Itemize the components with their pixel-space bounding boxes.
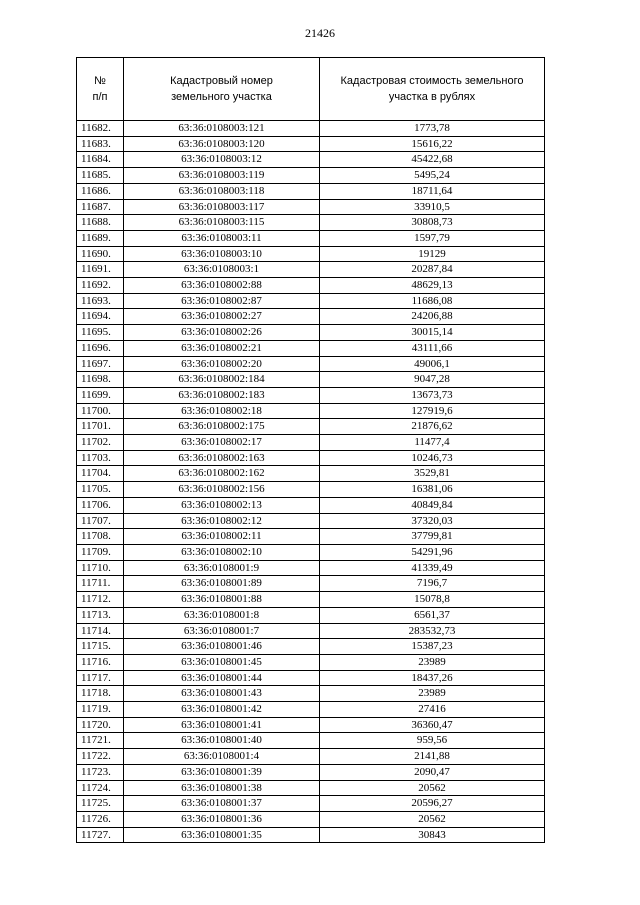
cadastral-value-cell: 1597,79 — [320, 230, 545, 246]
row-number-cell: 11703. — [77, 450, 124, 466]
row-number-cell: 11696. — [77, 340, 124, 356]
cadastral-number-cell: 63:36:0108002:26 — [124, 325, 320, 341]
cadastral-number-cell: 63:36:0108003:12 — [124, 152, 320, 168]
cadastral-number-cell: 63:36:0108001:45 — [124, 654, 320, 670]
table-row — [77, 576, 545, 592]
cadastral-number-cell: 63:36:0108001:37 — [124, 796, 320, 812]
cadastral-value-cell: 18437,26 — [320, 670, 545, 686]
cadastral-number-cell: 63:36:0108002:27 — [124, 309, 320, 325]
row-number-cell: 11722. — [77, 749, 124, 765]
table-row — [77, 309, 545, 325]
table-row — [77, 403, 545, 419]
cadastral-number-cell: 63:36:0108001:42 — [124, 702, 320, 718]
row-number-cell: 11714. — [77, 623, 124, 639]
table-row — [77, 702, 545, 718]
table-row — [77, 764, 545, 780]
table-row — [77, 325, 545, 341]
cadastral-number-cell: 63:36:0108003:10 — [124, 246, 320, 262]
cadastral-number-cell: 63:36:0108001:35 — [124, 827, 320, 843]
header-row — [77, 58, 545, 121]
cadastral-number-cell: 63:36:0108002:163 — [124, 450, 320, 466]
cadastral-number-cell: 63:36:0108001:41 — [124, 717, 320, 733]
table-row — [77, 419, 545, 435]
cadastral-value-cell: 45422,68 — [320, 152, 545, 168]
row-number-cell: 11727. — [77, 827, 124, 843]
table-row — [77, 356, 545, 372]
table-row — [77, 780, 545, 796]
table-row — [77, 717, 545, 733]
row-number-cell: 11697. — [77, 356, 124, 372]
table-row — [77, 340, 545, 356]
cadastral-number-cell: 63:36:0108003:118 — [124, 183, 320, 199]
row-number-cell: 11698. — [77, 372, 124, 388]
cadastral-number-cell: 63:36:0108003:119 — [124, 168, 320, 184]
cadastral-value-cell: 30015,14 — [320, 325, 545, 341]
table-row — [77, 811, 545, 827]
row-number-cell: 11707. — [77, 513, 124, 529]
table-row — [77, 623, 545, 639]
table-row — [77, 372, 545, 388]
table-row — [77, 560, 545, 576]
table-row — [77, 230, 545, 246]
table-row — [77, 733, 545, 749]
cadastral-number-cell: 63:36:0108002:13 — [124, 497, 320, 513]
table-row — [77, 215, 545, 231]
cadastral-number-cell: 63:36:0108003:115 — [124, 215, 320, 231]
cadastral-value-cell: 11477,4 — [320, 435, 545, 451]
cadastral-number-cell: 63:36:0108003:117 — [124, 199, 320, 215]
cadastral-value-cell: 33910,5 — [320, 199, 545, 215]
table-row — [77, 450, 545, 466]
cadastral-value-cell: 13673,73 — [320, 387, 545, 403]
cadastral-value-table — [76, 57, 545, 843]
table-row — [77, 639, 545, 655]
cadastral-number-cell: 63:36:0108001:8 — [124, 607, 320, 623]
cadastral-value-cell: 36360,47 — [320, 717, 545, 733]
row-number-cell: 11709. — [77, 544, 124, 560]
cadastral-value-cell: 11686,08 — [320, 293, 545, 309]
row-number-cell: 11693. — [77, 293, 124, 309]
cadastral-value-cell: 5495,24 — [320, 168, 545, 184]
cadastral-number-cell: 63:36:0108001:88 — [124, 592, 320, 608]
cadastral-value-cell: 2141,88 — [320, 749, 545, 765]
table-row — [77, 607, 545, 623]
table-row — [77, 183, 545, 199]
table-row — [77, 136, 545, 152]
cadastral-value-cell: 20596,27 — [320, 796, 545, 812]
cadastral-value-cell: 283532,73 — [320, 623, 545, 639]
row-number-cell: 11683. — [77, 136, 124, 152]
cadastral-value-cell: 40849,84 — [320, 497, 545, 513]
cadastral-value-cell: 54291,96 — [320, 544, 545, 560]
table-row — [77, 168, 545, 184]
cadastral-number-cell: 63:36:0108001:36 — [124, 811, 320, 827]
cadastral-value-cell: 127919,6 — [320, 403, 545, 419]
cadastral-value-cell: 9047,28 — [320, 372, 545, 388]
cadastral-value-cell: 6561,37 — [320, 607, 545, 623]
table-row — [77, 670, 545, 686]
cadastral-value-cell: 18711,64 — [320, 183, 545, 199]
row-number-cell: 11702. — [77, 435, 124, 451]
cadastral-number-cell: 63:36:0108002:11 — [124, 529, 320, 545]
cadastral-number-cell: 63:36:0108002:88 — [124, 278, 320, 294]
table-row — [77, 435, 545, 451]
table-row — [77, 482, 545, 498]
table-row — [77, 654, 545, 670]
header-row-number: № п/п — [77, 58, 124, 121]
row-number-cell: 11700. — [77, 403, 124, 419]
cadastral-number-cell: 63:36:0108002:183 — [124, 387, 320, 403]
row-number-cell: 11724. — [77, 780, 124, 796]
row-number-cell: 11725. — [77, 796, 124, 812]
row-number-cell: 11692. — [77, 278, 124, 294]
cadastral-number-cell: 63:36:0108002:18 — [124, 403, 320, 419]
table-body — [77, 121, 545, 843]
cadastral-number-cell: 63:36:0108002:156 — [124, 482, 320, 498]
cadastral-value-cell: 20562 — [320, 780, 545, 796]
cadastral-number-cell: 63:36:0108002:12 — [124, 513, 320, 529]
row-number-cell: 11720. — [77, 717, 124, 733]
cadastral-value-cell: 7196,7 — [320, 576, 545, 592]
table-row — [77, 262, 545, 278]
cadastral-number-cell: 63:36:0108002:20 — [124, 356, 320, 372]
cadastral-number-cell: 63:36:0108003:120 — [124, 136, 320, 152]
table-row — [77, 749, 545, 765]
cadastral-number-cell: 63:36:0108001:40 — [124, 733, 320, 749]
row-number-cell: 11699. — [77, 387, 124, 403]
table-row — [77, 796, 545, 812]
header-cadastral-number: Кадастровый номер земельного участка — [124, 58, 320, 121]
row-number-cell: 11711. — [77, 576, 124, 592]
row-number-cell: 11685. — [77, 168, 124, 184]
row-number-cell: 11713. — [77, 607, 124, 623]
cadastral-number-cell: 63:36:0108001:9 — [124, 560, 320, 576]
cadastral-number-cell: 63:36:0108001:43 — [124, 686, 320, 702]
cadastral-value-cell: 959,56 — [320, 733, 545, 749]
row-number-cell: 11716. — [77, 654, 124, 670]
table-row — [77, 293, 545, 309]
row-number-cell: 11694. — [77, 309, 124, 325]
row-number-cell: 11691. — [77, 262, 124, 278]
cadastral-value-cell: 48629,13 — [320, 278, 545, 294]
cadastral-value-cell: 10246,73 — [320, 450, 545, 466]
cadastral-number-cell: 63:36:0108002:17 — [124, 435, 320, 451]
table-row — [77, 246, 545, 262]
row-number-cell: 11688. — [77, 215, 124, 231]
cadastral-number-cell: 63:36:0108002:175 — [124, 419, 320, 435]
cadastral-value-cell: 24206,88 — [320, 309, 545, 325]
row-number-cell: 11726. — [77, 811, 124, 827]
cadastral-value-cell: 27416 — [320, 702, 545, 718]
table-row — [77, 592, 545, 608]
cadastral-value-cell: 41339,49 — [320, 560, 545, 576]
cadastral-value-cell: 21876,62 — [320, 419, 545, 435]
cadastral-number-cell: 63:36:0108001:46 — [124, 639, 320, 655]
header-cadastral-value: Кадастровая стоимость земельного участка в рублях — [320, 58, 545, 121]
row-number-cell: 11718. — [77, 686, 124, 702]
table-row — [77, 199, 545, 215]
table-row — [77, 121, 545, 137]
row-number-cell: 11721. — [77, 733, 124, 749]
cadastral-value-cell: 20562 — [320, 811, 545, 827]
cadastral-number-cell: 63:36:0108002:162 — [124, 466, 320, 482]
cadastral-number-cell: 63:36:0108001:39 — [124, 764, 320, 780]
cadastral-number-cell: 63:36:0108003:1 — [124, 262, 320, 278]
cadastral-number-cell: 63:36:0108001:38 — [124, 780, 320, 796]
table-row — [77, 686, 545, 702]
cadastral-value-cell: 20287,84 — [320, 262, 545, 278]
table-row — [77, 278, 545, 294]
cadastral-number-cell: 63:36:0108001:4 — [124, 749, 320, 765]
row-number-cell: 11708. — [77, 529, 124, 545]
row-number-cell: 11706. — [77, 497, 124, 513]
cadastral-value-cell: 49006,1 — [320, 356, 545, 372]
cadastral-value-cell: 15078,8 — [320, 592, 545, 608]
cadastral-value-cell: 43111,66 — [320, 340, 545, 356]
cadastral-number-cell: 63:36:0108001:44 — [124, 670, 320, 686]
cadastral-value-cell: 2090,47 — [320, 764, 545, 780]
table-row — [77, 387, 545, 403]
cadastral-value-cell: 37320,03 — [320, 513, 545, 529]
row-number-cell: 11715. — [77, 639, 124, 655]
page-number: 21426 — [305, 26, 335, 40]
row-number-cell: 11701. — [77, 419, 124, 435]
table-header — [77, 58, 545, 121]
cadastral-number-cell: 63:36:0108002:21 — [124, 340, 320, 356]
row-number-cell: 11690. — [77, 246, 124, 262]
table-row — [77, 513, 545, 529]
row-number-cell: 11723. — [77, 764, 124, 780]
row-number-cell: 11717. — [77, 670, 124, 686]
row-number-cell: 11684. — [77, 152, 124, 168]
row-number-cell: 11689. — [77, 230, 124, 246]
cadastral-number-cell: 63:36:0108001:7 — [124, 623, 320, 639]
cadastral-value-cell: 19129 — [320, 246, 545, 262]
cadastral-value-cell: 37799,81 — [320, 529, 545, 545]
row-number-cell: 11704. — [77, 466, 124, 482]
row-number-cell: 11712. — [77, 592, 124, 608]
table-row — [77, 529, 545, 545]
cadastral-value-cell: 30808,73 — [320, 215, 545, 231]
cadastral-value-cell: 1773,78 — [320, 121, 545, 137]
cadastral-number-cell: 63:36:0108003:11 — [124, 230, 320, 246]
cadastral-number-cell: 63:36:0108002:184 — [124, 372, 320, 388]
row-number-cell: 11687. — [77, 199, 124, 215]
cadastral-value-cell: 15616,22 — [320, 136, 545, 152]
row-number-cell: 11719. — [77, 702, 124, 718]
row-number-cell: 11695. — [77, 325, 124, 341]
table-row — [77, 466, 545, 482]
cadastral-number-cell: 63:36:0108002:87 — [124, 293, 320, 309]
row-number-cell: 11705. — [77, 482, 124, 498]
cadastral-value-cell: 3529,81 — [320, 466, 545, 482]
table-row — [77, 497, 545, 513]
cadastral-value-cell: 16381,06 — [320, 482, 545, 498]
table-row — [77, 152, 545, 168]
row-number-cell: 11710. — [77, 560, 124, 576]
table-row — [77, 544, 545, 560]
cadastral-number-cell: 63:36:0108002:10 — [124, 544, 320, 560]
row-number-cell: 11682. — [77, 121, 124, 137]
cadastral-value-cell: 23989 — [320, 654, 545, 670]
cadastral-number-cell: 63:36:0108003:121 — [124, 121, 320, 137]
cadastral-value-cell: 15387,23 — [320, 639, 545, 655]
cadastral-value-cell: 23989 — [320, 686, 545, 702]
cadastral-table-container — [76, 57, 544, 843]
row-number-cell: 11686. — [77, 183, 124, 199]
cadastral-value-cell: 30843 — [320, 827, 545, 843]
table-row — [77, 827, 545, 843]
cadastral-number-cell: 63:36:0108001:89 — [124, 576, 320, 592]
